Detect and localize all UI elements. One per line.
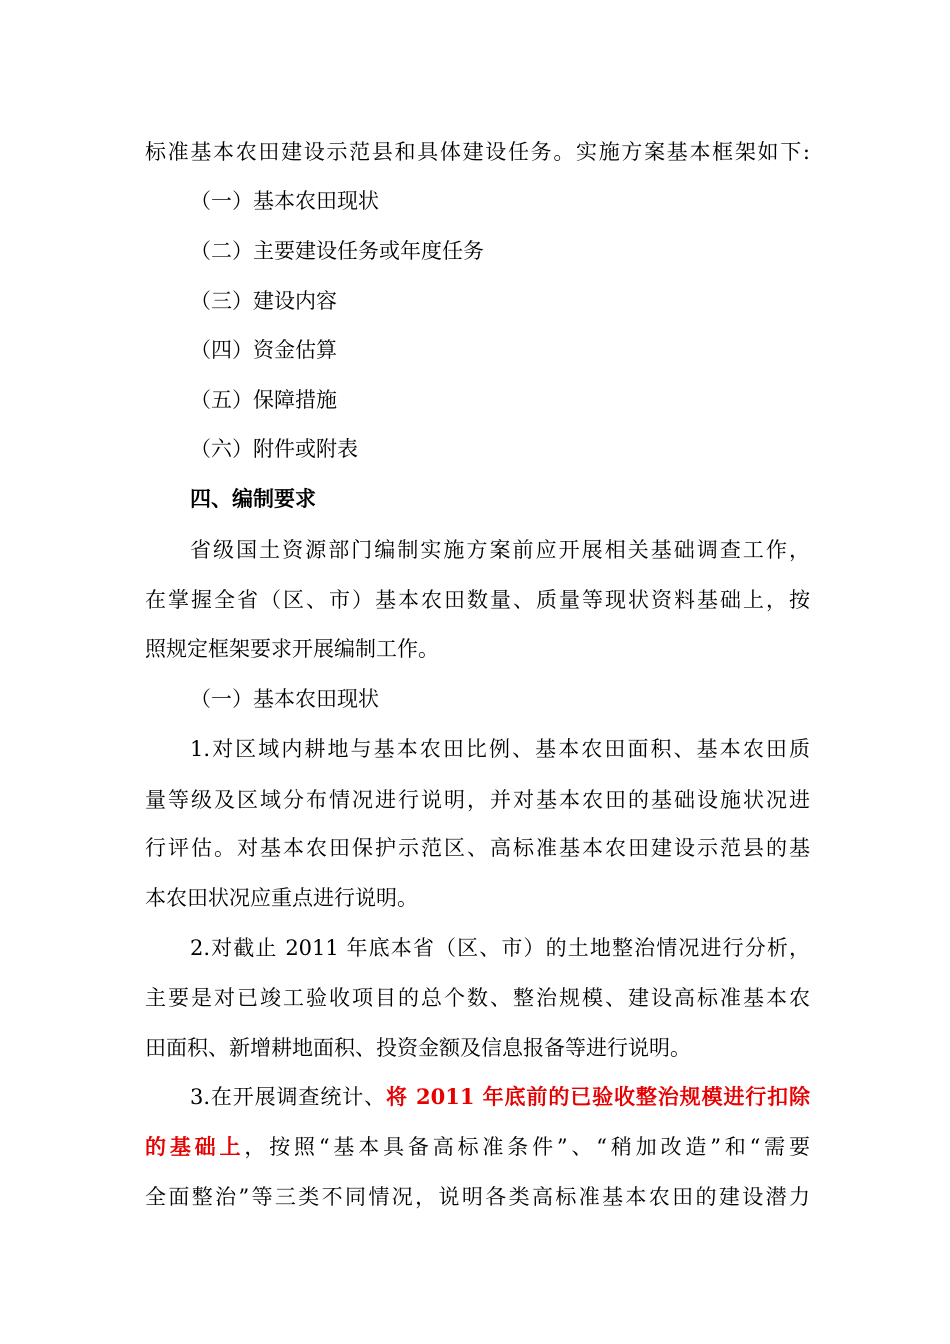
text-span: 3.在开展调查统计、 — [190, 1085, 386, 1109]
text-line: 行评估。对基本农田保护示范区、高标准基本农田建设示范县的基 — [145, 836, 810, 860]
text-line: 照规定框架要求开展编制工作。 — [145, 637, 439, 661]
text-line-highlighted — [190, 1082, 810, 1112]
text-line: 标准基本农田建设示范县和具体建设任务。实施方案基本框架如下: — [145, 140, 810, 164]
text-line: 田面积、新增耕地面积、投资金额及信息报备等进行说明。 — [145, 1036, 691, 1060]
outline-item-4: （四）资金估算 — [190, 338, 337, 362]
text-line: 本农田状况应重点进行说明。 — [145, 886, 418, 910]
text-line: 量等级及区域分布情况进行说明，并对基本农田的基础设施状况进 — [145, 788, 810, 812]
highlighted-text: 将 2011 年底前的已验收整治规模进行扣除 — [385, 1084, 810, 1109]
section-heading: 四、编制要求 — [190, 486, 316, 511]
text-span: ，按照“基本具备高标准条件”、“稍加改造”和“需要 — [244, 1135, 811, 1159]
text-line: 2.对截止 2011 年底本省（区、市）的土地整治情况进行分析， — [190, 936, 810, 960]
outline-item-1: （一）基本农田现状 — [190, 189, 379, 213]
outline-item-6: （六）附件或附表 — [190, 437, 358, 461]
text-line: 1.对区域内耕地与基本农田比例、基本农田面积、基本农田质 — [190, 737, 810, 761]
text-line: 主要是对已竣工验收项目的总个数、整治规模、建设高标准基本农 — [145, 986, 810, 1010]
outline-item-2: （二）主要建设任务或年度任务 — [190, 239, 484, 263]
text-line: 在掌握全省（区、市）基本农田数量、质量等现状资料基础上，按 — [145, 588, 810, 612]
text-line-highlighted — [145, 1132, 810, 1162]
subsection-heading: （一）基本农田现状 — [190, 687, 379, 711]
outline-item-5: （五）保障措施 — [190, 388, 337, 412]
text-line: 全面整治”等三类不同情况，说明各类高标准基本农田的建设潜力 — [145, 1185, 810, 1209]
text-line: 省级国土资源部门编制实施方案前应开展相关基础调查工作， — [190, 538, 810, 562]
highlighted-text: 的基础上 — [145, 1134, 245, 1159]
outline-item-3: （三）建设内容 — [190, 289, 337, 313]
